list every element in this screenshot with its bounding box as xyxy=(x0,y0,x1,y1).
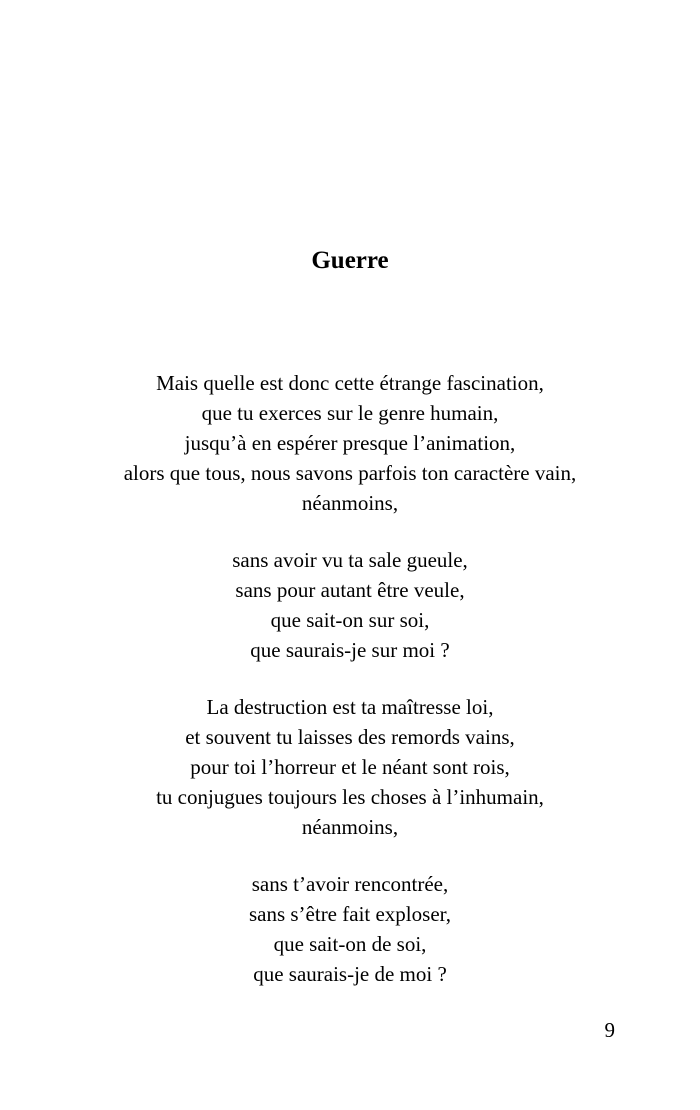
verse-line: que saurais-je sur moi ? xyxy=(250,638,450,662)
verse-line: que sait-on de soi, xyxy=(273,932,427,956)
stanza-4 xyxy=(0,869,700,989)
verse-line: que sait-on sur soi, xyxy=(270,608,430,632)
verse-line: sans t’avoir rencontrée, xyxy=(251,872,449,896)
verse-line: alors que tous, nous savons parfois ton caractère vain, xyxy=(123,461,577,485)
verse-line: sans avoir vu ta sale gueule, xyxy=(232,548,468,572)
verse-line: que tu exerces sur le genre humain, xyxy=(201,401,499,425)
verse-line: sans pour autant être veule, xyxy=(235,578,465,602)
verse-line: jusqu’à en espérer presque l’animation, xyxy=(184,431,516,455)
poem-body xyxy=(0,368,700,1016)
verse-line: néanmoins, xyxy=(301,815,399,839)
stanza-2 xyxy=(0,545,700,665)
verse-line: La destruction est ta maîtresse loi, xyxy=(206,695,494,719)
page-number: 9 xyxy=(604,1018,615,1042)
verse-line: sans s’être fait exploser, xyxy=(248,902,452,926)
verse-line: que saurais-je de moi ? xyxy=(253,962,447,986)
verse-line: et souvent tu laisses des remords vains, xyxy=(185,725,515,749)
verse-line: Mais quelle est donc cette étrange fascination, xyxy=(156,371,544,395)
verse-line: pour toi l’horreur et le néant sont rois, xyxy=(190,755,510,779)
verse-line: néanmoins, xyxy=(301,491,399,515)
stanza-1 xyxy=(0,368,700,518)
verse-line: tu conjugues toujours les choses à l’inhumain, xyxy=(156,785,544,809)
stanza-3 xyxy=(0,692,700,842)
poem-title: Guerre xyxy=(311,247,389,274)
